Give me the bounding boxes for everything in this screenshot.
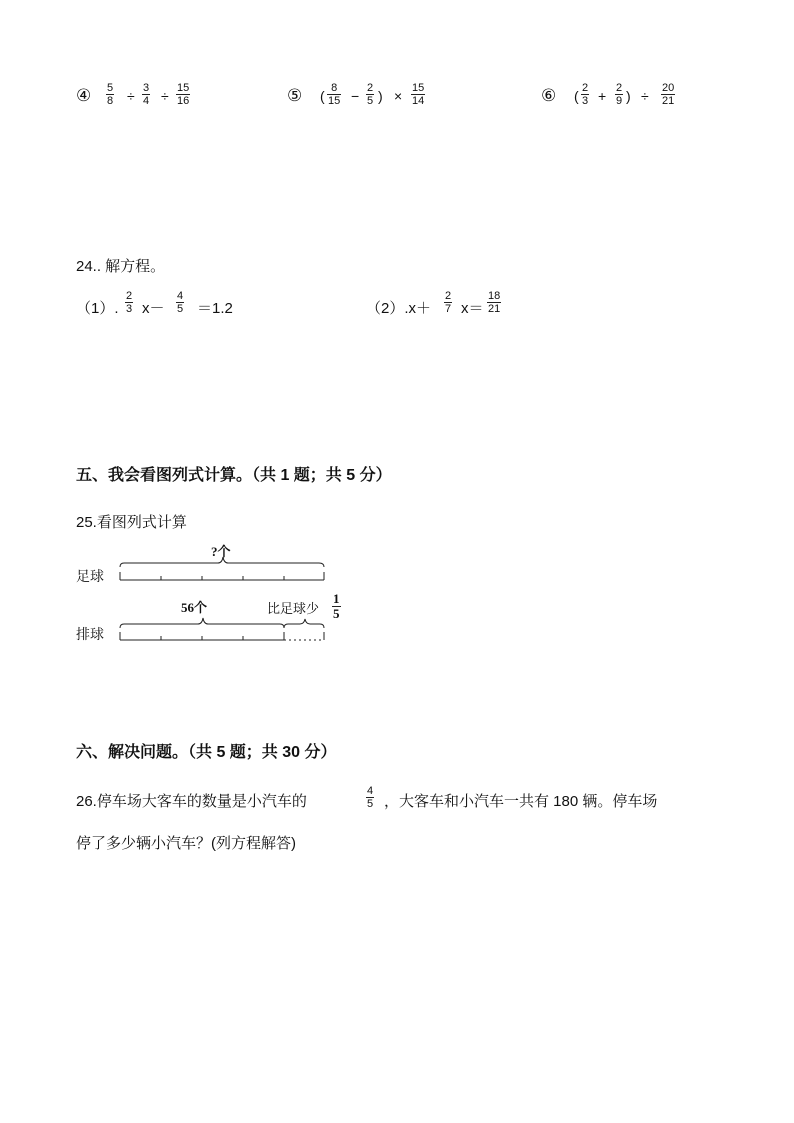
fraction: $\frac{2}{9}$ (616, 82, 623, 107)
section-5-heading: 五、我会看图列式计算。（共 1 题；共 5 分） (76, 467, 392, 484)
football-brace (120, 557, 324, 567)
fraction: $\frac{3}{4}$ (143, 82, 150, 107)
fraction: $\frac{5}{8}$ (107, 82, 114, 107)
operator: + (598, 88, 607, 104)
fraction: $\frac{4}{5}$ (177, 290, 184, 315)
equation-label: （2）.x＋ (366, 300, 432, 317)
equation-label: （1）. (76, 300, 119, 317)
equation-text: ＝1.2 (197, 300, 233, 317)
row-label-volleyball: 排球 (76, 626, 104, 642)
operator: ÷ (641, 88, 649, 104)
bar-diagram-svg (110, 555, 340, 645)
q24-heading: 24.. 解方程。 (76, 258, 166, 275)
q26-text-part1: 26.停车场大客车的数量是小汽车的 (76, 793, 307, 810)
fraction: $\frac{15}{14}$ (412, 82, 425, 107)
fraction: $\frac{8}{15}$ (328, 82, 341, 107)
less-brace (284, 619, 324, 628)
left-paren: ( (320, 88, 325, 104)
operator: ÷ (161, 88, 169, 104)
left-paren: ( (574, 88, 579, 104)
equation-text: x－ (142, 300, 165, 317)
volleyball-brace (120, 618, 284, 628)
q25-title: 25.看图列式计算 (76, 514, 187, 531)
q26-text-part2: ，大客车和小汽车一共有 180 辆。停车场 (384, 793, 658, 810)
fraction: $\frac{2}{3}$ (126, 290, 133, 315)
fraction: $\frac{2}{7}$ (445, 290, 452, 315)
fraction: $\frac{4}{5}$ (367, 785, 374, 810)
right-paren: ) (378, 88, 383, 104)
right-paren: ) (626, 88, 631, 104)
problem-6-mark: ⑥ (541, 86, 557, 105)
fraction: $\frac{20}{21}$ (662, 82, 675, 107)
fraction-one-fifth: $\frac{1}{5}$ (333, 591, 340, 621)
fraction: $\frac{2}{3}$ (582, 82, 589, 107)
less-than-label: 比足球少 (267, 601, 320, 616)
equation-text: x＝ (461, 300, 484, 317)
problem-5-mark: ⑤ (287, 86, 303, 105)
unknown-count-label: ?个 (211, 544, 231, 559)
operator: ÷ (127, 88, 135, 104)
row-label-football: 足球 (76, 568, 104, 584)
section-6-heading: 六、解决问题。（共 5 题；共 30 分） (76, 744, 337, 761)
q26-text-line2: 停了多少辆小汽车？(列方程解答) (76, 835, 296, 852)
fraction: $\frac{15}{16}$ (177, 82, 190, 107)
count-56-label: 56个 (181, 600, 208, 615)
fraction: $\frac{2}{5}$ (367, 82, 374, 107)
operator: × (394, 88, 403, 104)
problem-4-mark: ④ (76, 86, 92, 105)
operator: − (351, 88, 360, 104)
fraction: $\frac{18}{21}$ (488, 290, 501, 315)
